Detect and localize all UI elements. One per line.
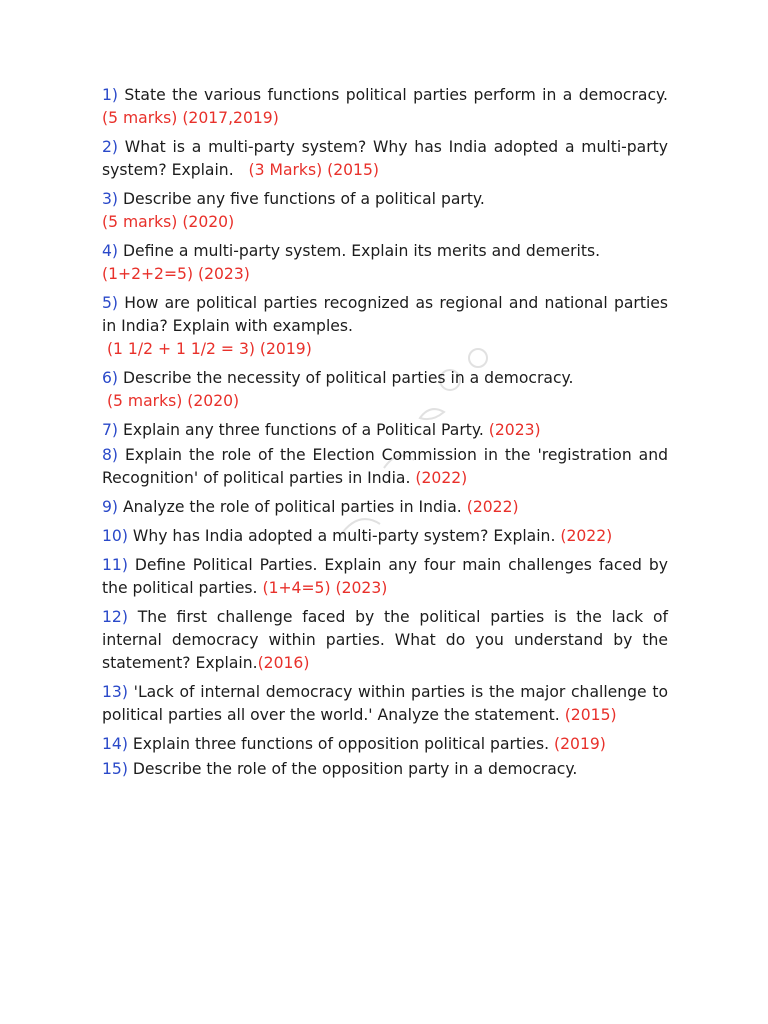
- question-item: [102, 606, 668, 675]
- question-marks: (5 marks) (2017,2019): [102, 109, 279, 127]
- question-item: [102, 419, 668, 442]
- question-number: 3): [102, 190, 119, 208]
- question-number: 1): [102, 86, 119, 104]
- question-number: 14): [102, 735, 128, 753]
- question-item: [102, 136, 668, 182]
- question-item: [102, 240, 668, 286]
- question-number: 15): [102, 760, 128, 778]
- question-marks: (3 Marks) (2015): [248, 161, 379, 179]
- question-text: Why has India adopted a multi-party system? Explain.: [132, 527, 556, 545]
- question-text: Describe any five functions of a political party.: [122, 190, 485, 208]
- question-text: State the various functions political parties perform in a democracy.: [124, 86, 668, 104]
- question-number: 6): [102, 369, 119, 387]
- question-number: 8): [102, 446, 119, 464]
- question-number: 10): [102, 527, 128, 545]
- question-item: [102, 292, 668, 361]
- question-number: 7): [102, 421, 119, 439]
- question-marks: (2022): [560, 527, 613, 545]
- question-number: 9): [102, 498, 119, 516]
- question-text: Explain three functions of opposition political parties.: [132, 735, 550, 753]
- question-number: 4): [102, 242, 119, 260]
- question-marks: (1+2+2=5) (2023): [102, 265, 250, 283]
- question-marks: (1 1/2 + 1 1/2 = 3) (2019): [106, 340, 312, 358]
- question-number: 11): [102, 556, 128, 574]
- question-marks: (2015): [564, 706, 617, 724]
- question-item: [102, 444, 668, 490]
- question-item: [102, 84, 668, 130]
- question-marks: (2022): [466, 498, 519, 516]
- question-text: Define Political Parties. Explain any four main challenges faced by the political parties.: [102, 556, 668, 597]
- question-marks: (5 marks) (2020): [106, 392, 240, 410]
- question-number: 5): [102, 294, 119, 312]
- question-number: 13): [102, 683, 128, 701]
- question-text: How are political parties recognized as regional and national parties in India? Explain with examples.: [102, 294, 668, 335]
- question-marks: (5 marks) (2020): [102, 213, 235, 231]
- question-marks: (2016): [257, 654, 310, 672]
- question-marks: (2022): [415, 469, 468, 487]
- question-list: [102, 84, 668, 787]
- question-item: [102, 525, 668, 548]
- question-text: What is a multi-party system? Why has India adopted a multi-party system? Explain.: [102, 138, 668, 179]
- question-text: Explain any three functions of a Political Party.: [122, 421, 484, 439]
- question-item: [102, 758, 668, 781]
- question-text: 'Lack of internal democracy within parties is the major challenge to political parties all over the world.' Analyze the statement.: [102, 683, 668, 724]
- question-text: Analyze the role of political parties in India.: [122, 498, 462, 516]
- question-item: [102, 496, 668, 519]
- question-marks: (2023): [488, 421, 541, 439]
- question-item: [102, 554, 668, 600]
- question-item: [102, 681, 668, 727]
- question-number: 2): [102, 138, 119, 156]
- question-number: 12): [102, 608, 128, 626]
- question-marks: (2019): [554, 735, 606, 753]
- question-text: Explain the role of the Election Commission in the 'registration and Recognition' of political parties in India.: [102, 446, 668, 487]
- question-text: Describe the role of the opposition party in a democracy.: [132, 760, 578, 778]
- question-item: [102, 188, 668, 234]
- question-item: [102, 733, 668, 756]
- question-item: [102, 367, 668, 413]
- question-text: Define a multi-party system. Explain its merits and demerits.: [122, 242, 601, 260]
- question-text: The first challenge faced by the political parties is the lack of internal democracy within parties. What do you understand by the statement? Explain.: [102, 608, 668, 672]
- question-text: Describe the necessity of political parties in a democracy.: [122, 369, 574, 387]
- question-marks: (1+4=5) (2023): [262, 579, 388, 597]
